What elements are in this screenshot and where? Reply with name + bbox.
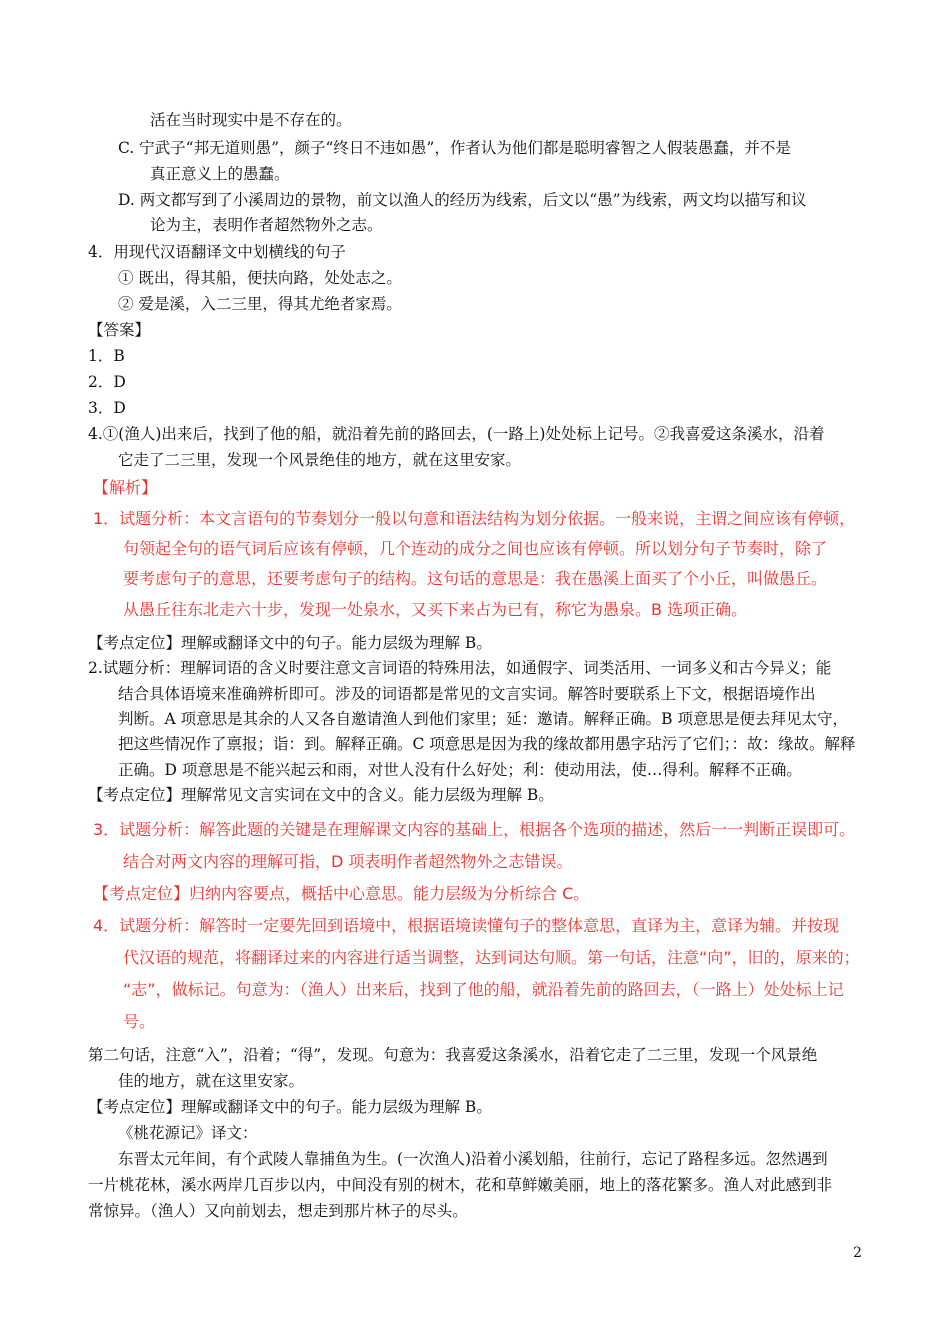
key-point-2: 【考点定位】理解常见文言实词在文中的含义。能力层级为理解 B。 — [88, 786, 554, 804]
key-point-3: 【考点定位】归纳内容要点，概括中心意思。能力层级为分析综合 C。 — [93, 884, 590, 903]
analysis-2: 2.试题分析：理解词语的含义时要注意文言词语的特殊用法，如通假字、词类活用、一词多义和古今异义；能 — [88, 659, 832, 677]
option-d: D. 两文都写到了小溪周边的景物，前文以渔人的经历为线索，后文以“愚”为线索，两文均以描写和议 — [118, 191, 807, 209]
text-line: 把这些情况作了禀报；诣：到。解释正确。C 项意思是因为我的缘故都用愚字玷污了它们；：故：缘故。解释 — [118, 735, 856, 753]
text-line: 代汉语的规范，将翻译过来的内容进行适当调整，达到词达句顺。第一句话，注意“向”，旧的，原来的； — [123, 948, 860, 967]
question-4: 4．用现代汉语翻译文中划横线的句子 — [88, 243, 346, 261]
answer-2: 2．D — [88, 373, 126, 391]
analysis-4: 4．试题分析：解答时一定要先回到语境中，根据语境读懂句子的整体意思，直译为主，意译为辅。并按现 — [93, 916, 840, 935]
answer-1: 1．B — [88, 347, 125, 365]
text-line: 东晋太元年间，有个武陵人靠捕鱼为生。(一次渔人)沿着小溪划船，往前行，忘记了路程多远。忽然遇到 — [118, 1150, 828, 1168]
text-line: 要考虑句子的意思，还要考虑句子的结构。这句话的意思是：我在愚溪上面买了个小丘，叫做愚丘。 — [123, 569, 828, 588]
text-line: 真正意义上的愚蠢。 — [150, 165, 290, 183]
answer-heading: 【答案】 — [88, 321, 151, 339]
text-line: 句领起全句的语气词后应该有停顿，几个连动的成分之间也应该有停顿。所以划分句子节奏时，除了 — [123, 539, 828, 558]
translation-title: 《桃花源记》译文： — [118, 1124, 258, 1142]
text-line: 正确。D 项意思是不能兴起云和雨，对世人没有什么好处；利：使动用法，使…得利。解释不正确。 — [118, 761, 802, 779]
text-line: 从愚丘往东北走六十步，发现一处泉水，又买下来占为已有，称它为愚泉。B 选项正确。 — [123, 600, 748, 619]
sentence-1: ① 既出，得其船，便扶向路，处处志之。 — [118, 269, 402, 287]
option-c: C. 宁武子“邦无道则愚”，颜子“终日不违如愚”，作者认为他们都是聪明睿智之人假装愚蠢，并不是 — [118, 139, 791, 157]
text-line: 常惊异。（渔人）又向前划去，想走到那片林子的尽头。 — [88, 1202, 468, 1220]
text-line: 一片桃花林，溪水两岸几百步以内，中间没有别的树木，花和草鲜嫩美丽，地上的落花繁多。渔人对此感到非 — [88, 1176, 833, 1194]
text-line: 号。 — [123, 1012, 156, 1031]
text-line: “志”，做标记。句意为：（渔人）出来后，找到了他的船，就沿着先前的路回去，（一路上）处处标上记 — [123, 980, 844, 999]
analysis-1: 1．试题分析：本文言语句的节奏划分一般以句意和语法结构为划分依据。一般来说，主谓之间应该有停顿， — [93, 509, 856, 528]
text-line: 判断。A 项意思是其余的人又各自邀请渔人到他们家里；延：邀请。解释正确。B 项意思是便去拜见太守， — [118, 710, 848, 728]
text-line: 第二句话，注意“入”，沿着；“得”，发现。句意为：我喜爱这条溪水，沿着它走了二三里，发现一个风景绝 — [88, 1046, 818, 1064]
text-line: 佳的地方，就在这里安家。 — [118, 1072, 305, 1090]
analysis-3: 3．试题分析：解答此题的关键是在理解课文内容的基础上，根据各个选项的描述，然后一一判断正误即可。 — [93, 820, 856, 839]
page-number: 2 — [853, 1245, 862, 1261]
key-point-1: 【考点定位】理解或翻译文中的句子。能力层级为理解 B。 — [88, 634, 492, 652]
text-line: 它走了二三里，发现一个风景绝佳的地方，就在这里安家。 — [118, 451, 522, 469]
answer-4: 4.①(渔人)出来后，找到了他的船，就沿着先前的路回去，(一路上)处处标上记号。②我喜爱这条溪水，沿着 — [88, 425, 825, 443]
analysis-heading: 【解析】 — [93, 478, 158, 497]
sentence-2: ② 爱是溪，入二三里，得其尤绝者家焉。 — [118, 295, 402, 313]
text-line: 结合具体语境来准确辨析即可。涉及的词语都是常见的文言实词。解答时要联系上下文，根据语境作出 — [118, 685, 816, 703]
key-point-4: 【考点定位】理解或翻译文中的句子。能力层级为理解 B。 — [88, 1098, 492, 1116]
answer-3: 3．D — [88, 399, 126, 417]
text-line: 活在当时现实中是不存在的。 — [150, 111, 352, 129]
text-line: 结合对两文内容的理解可指，D 项表明作者超然物外之志错误。 — [123, 852, 573, 871]
text-line: 论为主，表明作者超然物外之志。 — [150, 216, 383, 234]
